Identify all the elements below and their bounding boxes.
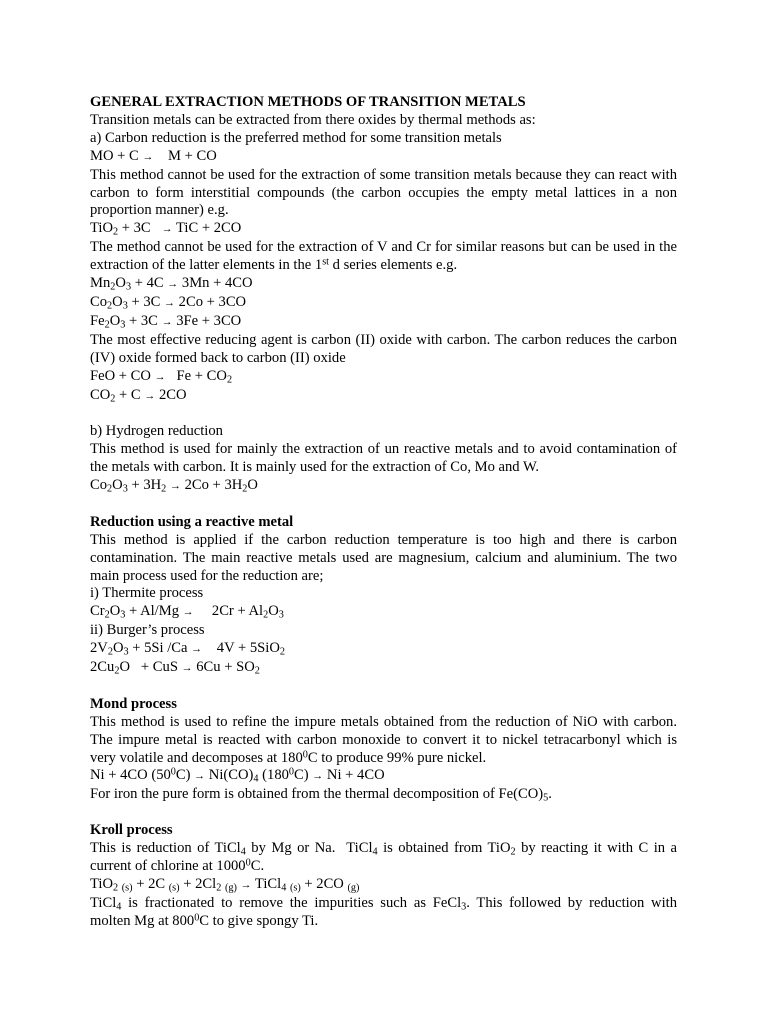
equation: $Cr_2O_3 + Al/Mg$ → $2Cr + Al_2O_3$ (90, 603, 284, 621)
burger-subheading: ii) Burger’s process (90, 622, 205, 639)
kroll-heading: Kroll process (90, 822, 173, 839)
equation: $2V_2O_3 + 5Si$ /Ca → 4V + 5SiO$_2$ (90, 640, 285, 658)
equation: $Fe_2O_3 + 3C \to 3Fe + 3CO$ (90, 312, 242, 331)
paragraph: The most effective reducing agent is carbon (II) oxide with carbon. The carbon reduces the carbon (IV) oxide formed back to carbon (II) oxide (90, 331, 677, 366)
thermite-subheading: i) Thermite process (90, 585, 204, 602)
document-title: GENERAL EXTRACTION METHODS OF TRANSITION METALS (90, 94, 526, 110)
equation: Ni + 4CO $(50^0C) \to Ni(CO)_4$ $(180^0C) \to Ni + 4CO$ (90, 766, 385, 786)
spacer (90, 804, 677, 822)
paragraph: For iron the pure form is obtained from the thermal decomposition of $Fe(CO)_5$. (90, 786, 552, 804)
spacer (90, 496, 677, 514)
paragraph: TiCl$_4$ is fractionated to remove the impurities such as FeCl$_3$. This followed by reduction with molten Mg at $800^0C$ to give spongy Ti. (90, 894, 677, 929)
spacer (90, 405, 677, 423)
equation: $Co_2O_3 + 3H_2 \to 2Co + 3H_2O$ (90, 477, 258, 495)
equation: TiO$_2$ $_{(s)}$ + 2C $_{(s)} + 2Cl_2$ $_{(g)}$ → TiCl$_4$ $_{(s)}$ + 2CO $_{(g)}$ (90, 875, 360, 894)
equation: $CO_2 + C \to 2CO$ (90, 386, 187, 405)
paragraph: This method is applied if the carbon reduction temperature is too high and there is carbon contamination. The main reactive metals used are magnesium, calcium and aluminium. The two main process used for the reduction are; (90, 531, 677, 584)
mond-heading: Mond process (90, 695, 177, 712)
reactive-metal-heading: Reduction using a reactive metal (90, 513, 294, 530)
paragraph: This method is used to refine the impure metals obtained from the reduction of NiO with carbon. The impure metal is reacted with carbon monoxide to convert it to nickel tetracarbonyl which is very volatile and decomposes at $180^0C$ to produce 99% pure nickel. (90, 713, 677, 766)
carbon-reduction-heading: a) Carbon reduction is the preferred method for some transition metals (90, 129, 502, 146)
equation: $Mn_2O_3 + 4C \to 3Mn + 4CO$ (90, 275, 253, 293)
equation: FeO + CO → $Fe + CO_2$ (90, 367, 233, 386)
equation: MO + C → M + CO (90, 147, 217, 164)
intro-text: Transition metals can be extracted from there oxides by thermal methods as: (90, 111, 536, 128)
hydrogen-reduction-heading: b) Hydrogen reduction (90, 423, 223, 440)
equation: $Co_2O_3 + 3C \to 2Co + 3CO$ (90, 293, 247, 312)
equation: TiO$_2$ + 3C → TiC + 2CO (90, 220, 242, 238)
document-page (90, 94, 677, 931)
paragraph: This method cannot be used for the extraction of some transition metals because they can react with carbon to form interstitial compounds (the carbon occupies the empty metal lattices in a non proportion manner) e.g. (90, 166, 677, 219)
paragraph: The method cannot be used for the extraction of V and Cr for similar reasons but can be used in the extraction of the latter elements in the 1st d series elements e.g. (90, 239, 677, 274)
equation: $2Cu_2O$ + CuS → $6Cu + SO_2$ (90, 659, 260, 677)
spacer (90, 678, 677, 696)
paragraph: This is reduction of TiCl$_4$ by Mg or Na. TiCl$_4$ is obtained from TiO$_2$ by reacting it with C in a current of chlorine at 1000$^0$C. (90, 840, 678, 874)
paragraph: This method is used for mainly the extraction of un reactive metals and to avoid contamination of the metals with carbon. It is mainly used for the extraction of Co, Mo and W. (90, 441, 677, 476)
